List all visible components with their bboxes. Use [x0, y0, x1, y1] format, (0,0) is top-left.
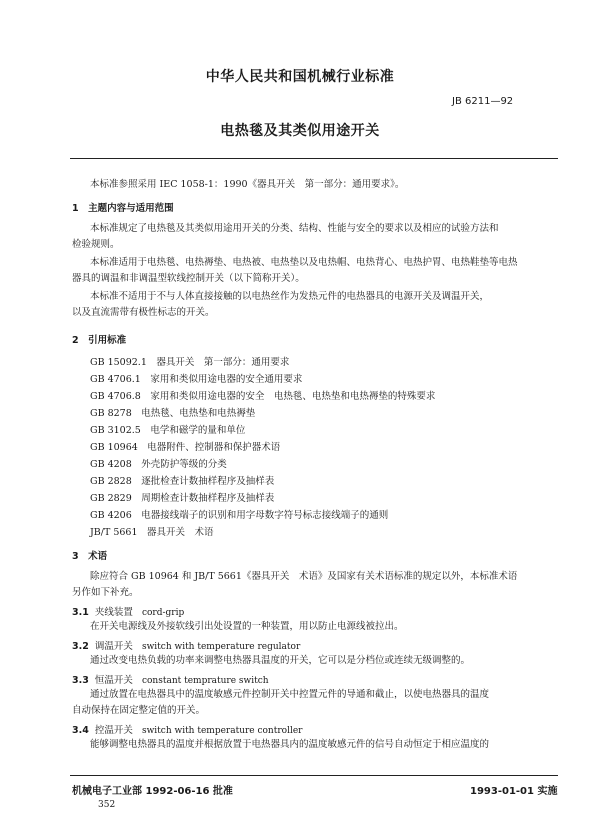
- term-chinese: 夹线装置: [94, 607, 133, 618]
- term-3-1: [72, 604, 184, 618]
- document-title: 电热毯及其类似用途开关: [220, 123, 380, 139]
- reference-item: GB 4208 外壳防护等级的分类: [90, 459, 227, 470]
- term-3-2-definition: 通过改变电热负载的功率来调整电热器具温度的开关，它可以是分档位或连续无级调整的。: [90, 655, 471, 666]
- reference-item: JB/T 5661 器具开关 术语: [90, 527, 214, 538]
- term-chinese: 控温开关: [94, 725, 133, 736]
- effective-date: 1993-01-01 实施: [470, 786, 558, 797]
- section-1-heading: 1 主题内容与适用范围: [72, 203, 174, 214]
- term-number: 3.3: [72, 675, 89, 686]
- section-3-intro-line2: 另作如下补充。: [72, 587, 139, 598]
- term-english: constant temprature switch: [141, 676, 269, 686]
- footer-divider: [70, 775, 558, 776]
- reference-item: GB 3102.5 电学和磁学的量和单位: [90, 425, 246, 436]
- term-number: 3.4: [72, 725, 89, 736]
- section-2-heading: 2 引用标准: [72, 335, 127, 346]
- term-chinese: 调温开关: [94, 641, 133, 652]
- term-3-1-definition: 在开关电源线及外接软线引出处设置的一种装置，用以防止电源线被拉出。: [90, 621, 404, 632]
- intro-paragraph: 本标准参照采用 IEC 1058-1：1990《器具开关 第一部分：通用要求》。: [90, 179, 405, 190]
- term-3-4: [72, 722, 302, 736]
- term-number: 3.2: [72, 641, 89, 652]
- term-english: switch with temperature regulator: [141, 642, 301, 652]
- page-number: 352: [98, 800, 116, 810]
- section-1-p3-line1: 本标准不适用于不与人体直接接触的以电热丝作为发热元件的电热器具的电源开关及调温开关，: [90, 291, 490, 302]
- section-3-intro-line1: 除应符合 GB 10964 和 JB/T 5661《器具开关 术语》及国家有关术语标准的规定以外，本标准术语: [90, 571, 518, 582]
- reference-item: GB 4206 电器接线端子的识别和用字母数字符号标志接线端子的通则: [90, 510, 389, 521]
- reference-item: GB 8278 电热毯、电热垫和电热褥垫: [90, 408, 256, 419]
- term-english: cord-grip: [141, 608, 185, 618]
- term-3-3-definition-line1: 通过放置在电热器具中的温度敏感元件控制开关中控置元件的导通和截止，以使电热器具的温度: [90, 689, 490, 700]
- section-3-heading: 3 术语: [72, 551, 108, 562]
- term-3-4-definition-line1: 能够调整电热器具的温度并根据放置于电热器具内的温度敏感元件的信号自动恒定于相应温度的: [90, 739, 490, 750]
- section-1-p2-line2: 器具的调温和非调温型软线控制开关（以下简称开关）。: [72, 273, 305, 284]
- section-1-p1-line2: 检验规则。: [72, 239, 120, 250]
- standard-number: JB 6211—92: [452, 96, 514, 107]
- reference-item: GB 2828 逐批检查计数抽样程序及抽样表: [90, 476, 275, 487]
- term-number: 3.1: [72, 607, 89, 618]
- approval-date: 机械电子工业部 1992-06-16 批准: [72, 786, 233, 797]
- term-english: switch with temperature controller: [141, 726, 303, 736]
- term-3-3: [72, 672, 269, 686]
- term-3-2: [72, 638, 300, 652]
- reference-item: GB 4706.8 家用和类似用途电器的安全 电热毯、电热垫和电热褥垫的特殊要求: [90, 391, 436, 402]
- header-divider: [70, 158, 558, 159]
- reference-item: GB 15092.1 器具开关 第一部分：通用要求: [90, 357, 290, 368]
- reference-item: GB 4706.1 家用和类似用途电器的安全通用要求: [90, 374, 303, 385]
- term-3-3-definition-line2: 自动保持在固定整定值的开关。: [72, 705, 206, 716]
- section-1-p2-line1: 本标准适用于电热毯、电热褥垫、电热被、电热垫以及电热帽、电热背心、电热护胃、电热鞋垫等电热: [90, 257, 518, 268]
- standard-organization-heading: 中华人民共和国机械行业标准: [205, 69, 395, 85]
- term-chinese: 恒温开关: [94, 675, 133, 686]
- reference-item: GB 10964 电器附件、控制器和保护器术语: [90, 442, 281, 453]
- section-1-p1-line1: 本标准规定了电热毯及其类似用途用开关的分类、结构、性能与安全的要求以及相应的试验方法和: [90, 223, 499, 234]
- reference-item: GB 2829 周期检查计数抽样程序及抽样表: [90, 493, 275, 504]
- section-1-p3-line2: 以及直流需带有极性标志的开关。: [72, 307, 215, 318]
